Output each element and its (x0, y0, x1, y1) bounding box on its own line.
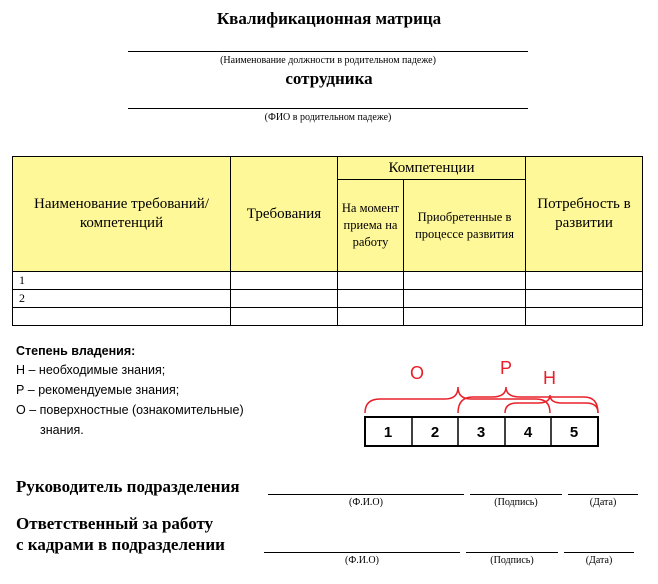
responsible-fio-line (264, 552, 460, 553)
bracket-r (458, 387, 598, 413)
proficiency-scale-diagram (350, 355, 610, 450)
legend-item-r: Р – рекомендуемые знания; (16, 383, 180, 397)
row-number: 2 (13, 290, 231, 308)
scale-cell: 5 (569, 424, 579, 441)
scale-cell: 1 (383, 424, 393, 441)
responsible-label-line2: с кадрами в подразделении (16, 535, 225, 554)
legend-title: Степень владения: (16, 344, 136, 358)
header-competencies: Компетенции (338, 157, 526, 180)
table-row (13, 272, 643, 290)
header-acquired: Приобретенные в процессе развития (404, 180, 526, 272)
head-date-hint: (Дата) (589, 497, 617, 508)
legend-item-o: О – поверхностные (ознакомительные) (16, 403, 244, 417)
row-number: 1 (13, 272, 231, 290)
document-title: Квалификационная матрица (216, 9, 442, 28)
header-at-hire: На момент приема на работу (338, 180, 404, 272)
responsible-signature-line (466, 552, 558, 553)
head-fio-line (268, 494, 464, 495)
legend-item-o-cont: знания. (40, 423, 84, 437)
responsible-date-line (564, 552, 634, 553)
scale-cell: 3 (476, 424, 486, 441)
document-subtitle: сотрудника (285, 69, 373, 88)
responsible-fio-hint: (Ф.И.О) (344, 555, 379, 566)
name-line (128, 108, 528, 109)
head-fio-hint: (Ф.И.О) (348, 497, 383, 508)
header-requirements-name: Наименование требований/компетенций (13, 157, 231, 272)
position-line (128, 51, 528, 52)
table-row (13, 290, 643, 308)
name-hint: (ФИО в родительном падеже) (264, 112, 392, 123)
header-requirements: Требования (231, 157, 338, 272)
head-signature-hint: (Подпись) (494, 497, 538, 508)
legend-item-n: Н – необходимые знания; (16, 363, 166, 377)
responsible-date-hint: (Дата) (585, 555, 613, 566)
label-n: Н (543, 368, 556, 388)
label-r: Р (500, 358, 513, 378)
responsible-label-line1: Ответственный за работу (16, 514, 214, 533)
row-number (13, 308, 231, 326)
head-signature-line (470, 494, 562, 495)
header-development-need: Потребность в развитии (526, 157, 643, 272)
scale-cell: 4 (523, 424, 533, 441)
responsible-signature-hint: (Подпись) (490, 555, 534, 566)
label-o: О (410, 363, 425, 383)
table-row (13, 308, 643, 326)
head-of-unit-label: Руководитель подразделения (16, 477, 240, 496)
scale-cell: 2 (430, 424, 440, 441)
position-hint: (Наименование должности в родительном падеже) (220, 55, 436, 66)
head-date-line (568, 494, 638, 495)
qualification-matrix-table (12, 156, 643, 326)
